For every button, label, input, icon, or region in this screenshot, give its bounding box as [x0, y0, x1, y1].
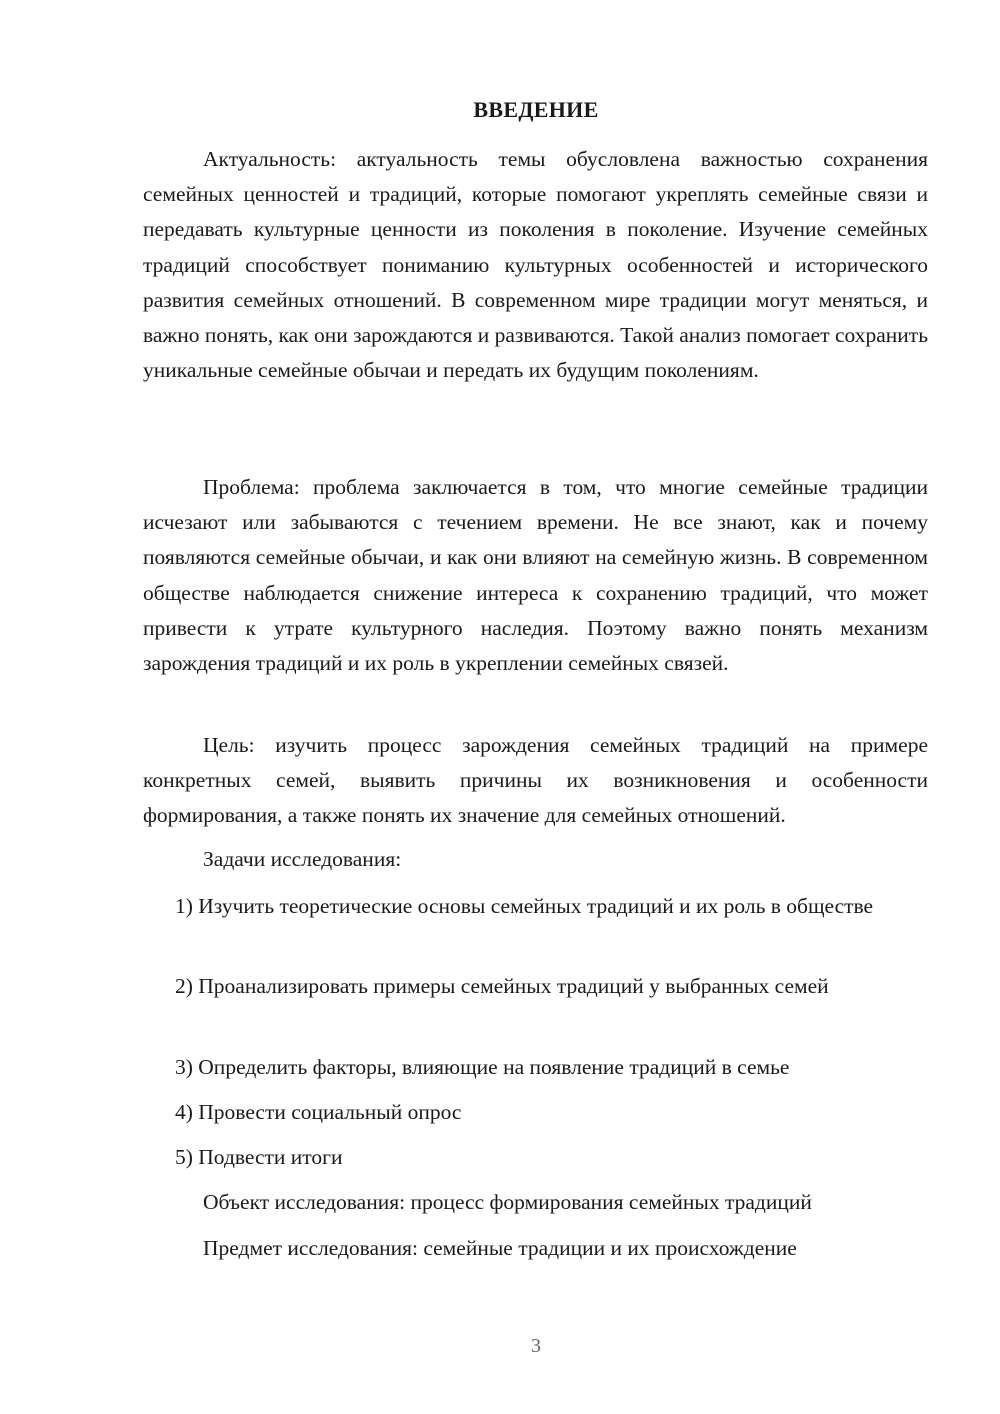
- relevance-paragraph: Актуальность: актуальность темы обусловлена важностью сохранения семейных ценностей и традиций, которые помогают укреплять семейные связи и передавать культурные ценности из поколения в поколение. Изучение семейных традиций способствует пониманию культурных особенностей и исторического развития семейных отношений. В современном мире традиции могут меняться, и важно понять, как они зарождаются и развиваются. Такой анализ помогает сохранить уникальные семейные обычаи и передать их будущим поколениям.: [143, 147, 928, 383]
- task-item-3: 3) Определить факторы, влияющие на появление традиций в семье: [175, 1055, 790, 1079]
- goal-paragraph: Цель: изучить процесс зарождения семейных традиций на примере конкретных семей, выявить причины их возникновения и особенности формирования, а также понять их значение для семейных отношений.: [143, 733, 928, 828]
- goal-block: [143, 728, 928, 834]
- task-item-2: 2) Проанализировать примеры семейных традиций у выбранных семей: [175, 974, 829, 998]
- section-title: ВВЕДЕНИЕ: [473, 97, 599, 122]
- task-item-5: 5) Подвести итоги: [175, 1145, 343, 1169]
- problem-block: [143, 470, 928, 681]
- research-subject: Предмет исследования: семейные традиции и их происхождение: [203, 1236, 797, 1260]
- research-object: Объект исследования: процесс формирования семейных традиций: [203, 1190, 812, 1214]
- tasks-heading: Задачи исследования:: [203, 847, 402, 871]
- task-item-4: 4) Провести социальный опрос: [175, 1100, 462, 1124]
- problem-paragraph: Проблема: проблема заключается в том, что многие семейные традиции исчезают или забываются с течением времени. Не все знают, как и почему появляются семейные обычаи, и как они влияют на семейную жизнь. В современном обществе наблюдается снижение интереса к сохранению традиций, что может привести к утрате культурного наследия. Поэтому важно понять механизм зарождения традиций и их роль в укреплении семейных связей.: [143, 475, 928, 676]
- task-item-1: 1) Изучить теоретические основы семейных традиций и их роль в обществе: [175, 894, 874, 918]
- page-number: 3: [531, 1335, 541, 1357]
- relevance-block: [143, 142, 928, 388]
